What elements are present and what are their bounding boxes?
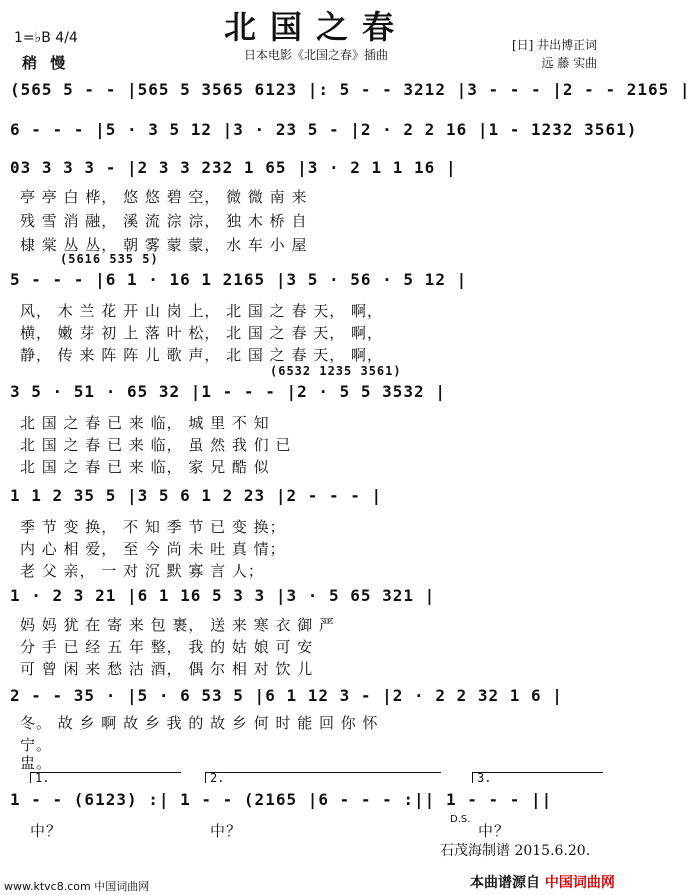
footer-source-name[interactable]: 中国词曲网 (544, 875, 615, 891)
score-line-1: (565 5 - - |565 5 3565 6123 |: 5 - - 3212 |3 - - - |2 - - 2165 | (10, 80, 691, 99)
score-line-8: 2 - - 35 · |5 · 6 53 5 |6 1 12 3 - |2 · 2 2 32 1 6 | (10, 686, 563, 705)
score-line-5: 3 5 · 51 · 65 32 |1 - - - |2 · 5 5 3532 | (10, 382, 446, 401)
page-subtitle: 日本电影《北国之春》插曲 (243, 48, 388, 62)
lyric-line-9c: 中？ (478, 822, 511, 840)
lyric-line-8b: 宁。 (20, 736, 53, 754)
lyric-line-5a: 北 国 之 春 已 来 临， 城 里 不 知 (20, 414, 270, 432)
lyric-line-9b: 中？ (210, 822, 243, 840)
score-line-2: 6 - - - |5 · 3 5 12 |3 · 23 5 - |2 · 2 2 16 |1 - 1232 3561) (10, 120, 638, 139)
lyric-line-3c: 棣 棠 丛 丛， 朝 雾 蒙 蒙， 水 车 小 屋 (20, 236, 308, 254)
ending-label-3: 3. (477, 771, 492, 785)
ending-bracket-3 (472, 772, 603, 783)
lyric-line-3a: 亭 亭 白 桦， 悠 悠 碧 空， 微 微 南 来 (20, 188, 308, 206)
score-line-6: 1 1 2 35 5 |3 5 6 1 2 23 |2 - - - | (10, 486, 383, 505)
ending-label-2: 2. (210, 771, 225, 785)
engraver-credit: 石茂海制谱 2015.6.20. (440, 843, 591, 859)
footer-source-label: 本曲谱源自 (470, 875, 540, 891)
score-line-7: 1 · 2 3 21 |6 1 16 5 3 3 |3 · 5 65 321 | (10, 586, 436, 605)
ending-label-1: 1. (35, 771, 50, 785)
lyric-line-9a: 中？ (30, 822, 63, 840)
lyricist-credit: [日] 井出博正词 (512, 38, 598, 52)
score-line-5-intro: (6532 1235 3561) (270, 364, 402, 378)
lyric-line-8a: 冬。 故 乡 啊 故 乡 我 的 故 乡 何 时 能 回 你 怀 (20, 714, 379, 732)
score-line-4: 5 - - - |6 1 · 16 1 2165 |3 5 · 56 · 5 12 | (10, 270, 468, 289)
lyric-line-6a: 季 节 变 换， 不 知 季 节 已 变 换； (20, 518, 286, 536)
lyric-line-4b: 横， 嫩 芽 初 上 落 叶 松， 北 国 之 春 天， 啊， (20, 324, 383, 342)
lyric-line-6c: 老 父 亲， 一 对 沉 默 寡 言 人； (20, 562, 264, 580)
lyric-line-7a: 妈 妈 犹 在 寄 来 包 裹， 送 来 寒 衣 御 严 (20, 616, 335, 634)
lyric-line-4a: 风， 木 兰 花 开 山 岗 上， 北 国 之 春 天， 啊， (20, 302, 383, 320)
tempo-marking: 稍 慢 (22, 54, 70, 72)
credits (512, 36, 597, 72)
key-signature: 1=♭B 4/4 (14, 30, 78, 46)
page-title: 北国之春 (223, 8, 408, 46)
lyric-line-6b: 内 心 相 爱， 至 今 尚 未 吐 真 情； (20, 540, 286, 558)
lyric-line-3b: 残 雪 消 融， 溪 流 淙 淙， 独 木 桥 自 (20, 212, 308, 230)
composer-credit: 远 藤 实曲 (541, 56, 598, 70)
lyric-line-7b: 分 手 已 经 五 年 整， 我 的 姑 娘 可 安 (20, 638, 314, 656)
lyric-line-4c: 静， 传 来 阵 阵 儿 歌 声， 北 国 之 春 天， 啊， (20, 346, 383, 364)
lyric-line-7c: 可 曾 闲 来 愁 沽 酒， 偶 尔 相 对 饮 儿 (20, 660, 314, 678)
score-line-4-intro: (5616 535 5) (60, 252, 159, 266)
ending-bracket-1 (30, 772, 181, 783)
lyric-line-5c: 北 国 之 春 已 来 临， 家 兄 酷 似 (20, 458, 270, 476)
lyric-line-8c: 盅。 (20, 754, 53, 772)
footer-source (470, 872, 615, 892)
ds-marking: D.S. (450, 814, 471, 825)
ending-bracket-2 (205, 772, 441, 783)
footer-site-link[interactable]: www.ktvc8.com 中国词曲网 (4, 880, 150, 893)
score-line-9: 1 - - (6123) :| 1 - - (2165 |6 - - - :|| 1 - - - || (10, 790, 553, 809)
lyric-line-5b: 北 国 之 春 已 来 临， 虽 然 我 们 已 (20, 436, 292, 454)
score-line-3: 03 3 3 3 - |2 3 3 232 1 65 |3 · 2 1 1 16 | (10, 158, 457, 177)
